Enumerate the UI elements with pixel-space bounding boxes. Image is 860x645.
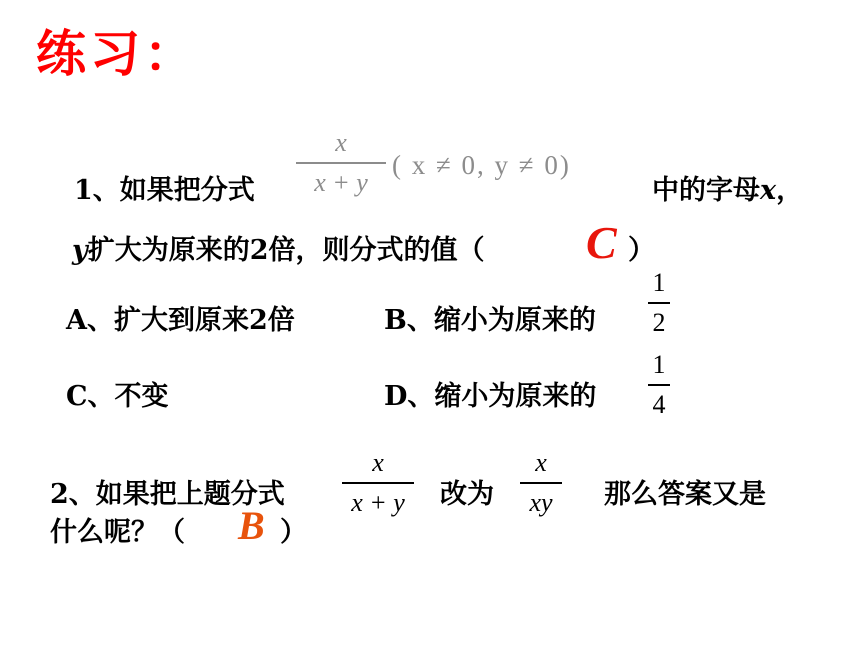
q2-fraction-1 [342,450,414,516]
option-a: A、扩大到原来2倍 [66,305,295,336]
option-d-denominator: 4 [652,390,666,419]
option-d-numerator: 1 [652,350,666,379]
q1-condition: ( x ≠ 0, y ≠ 0) [392,150,571,180]
q1-suffix-var: x [760,175,777,206]
q2-fraction-2 [520,450,562,516]
fraction-bar [342,482,414,484]
q1-suffix-text: 中的字母 [652,175,760,206]
q1-line2 [72,228,485,267]
option-b-fraction [648,270,670,336]
q1-line2-close: ） [628,235,655,266]
q2-prefix: 2、如果把上题分式 [50,479,285,510]
option-b-denominator: 2 [652,308,666,337]
fraction-bar [648,302,670,304]
q1-suffix [652,168,803,207]
fraction-bar [520,482,562,484]
q2-fraction-1-numerator: x [372,448,384,477]
option-d: D、缩小为原来的 [384,381,597,412]
q2-fraction-1-denominator: x + y [351,488,405,517]
option-b-numerator: 1 [652,268,666,297]
q2-answer: B [238,503,265,548]
fraction-bar [648,384,670,386]
page-title: 练习： [36,25,198,83]
q1-fraction-numerator: x [335,128,347,157]
q1-fraction [296,130,386,196]
q1-answer: C [586,217,617,268]
q2-suffix: 那么答案又是 [604,479,766,510]
q2-fraction-2-denominator: xy [529,488,553,517]
option-c: C、不变 [66,381,169,412]
q2-fraction-2-numerator: x [535,448,547,477]
q1-prefix: 1、如果把分式 [74,175,255,206]
fraction-bar [296,162,386,164]
q1-suffix-punct: ， [776,175,804,206]
q2-line2: 什么呢？（ [50,517,185,548]
q1-line2-text: 扩大为原来的2倍，则分式的值（ [87,235,485,266]
q2-line2-close: ） [280,517,307,548]
q1-line2-var: y [72,235,88,266]
option-d-fraction [648,352,670,418]
option-b: B、缩小为原来的 [384,305,596,336]
q2-middle: 改为 [440,479,494,510]
q1-fraction-denominator: x + y [314,168,368,197]
